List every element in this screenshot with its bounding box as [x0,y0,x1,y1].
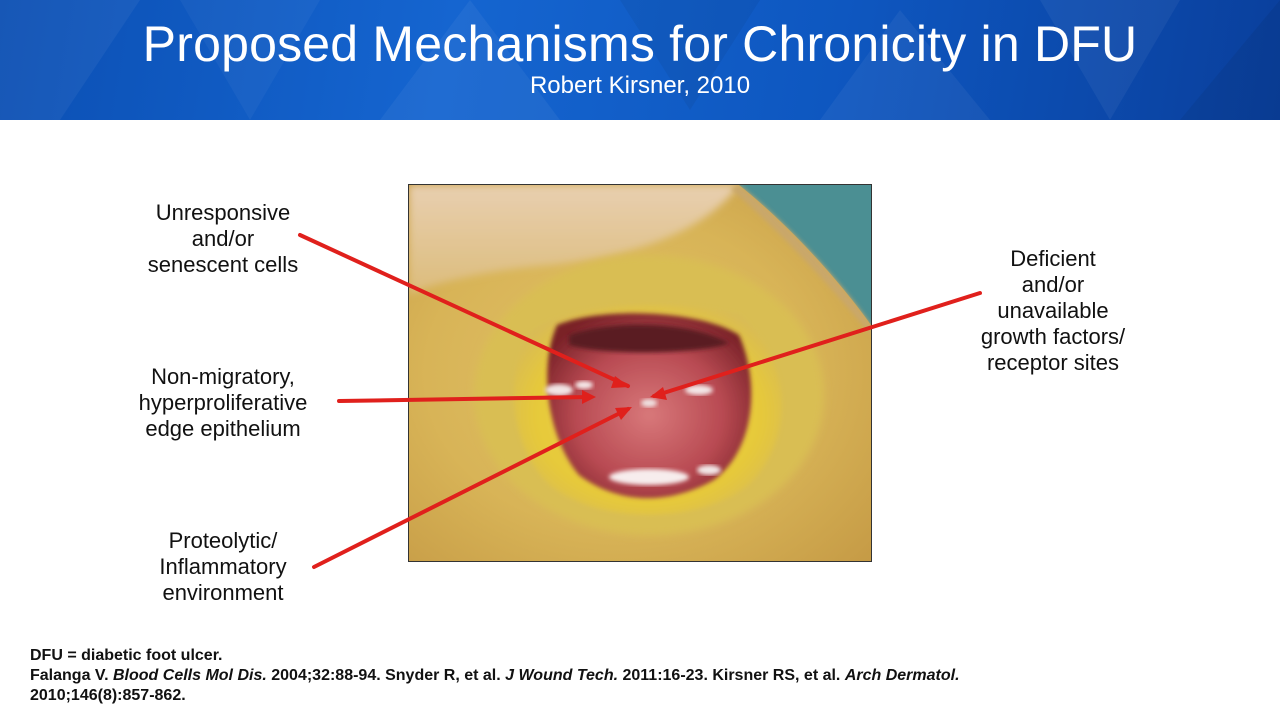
references [30,666,1250,706]
wound-photo [408,184,872,562]
abbreviation-note [30,646,1250,666]
ref3-detail: 2010;146(8):857-862. [30,687,186,704]
ref3-journal: Arch Dermatol. [844,667,960,684]
abbreviation-text: DFU = diabetic foot ulcer. [30,647,223,664]
label-deficient-growth-factors: Deficient and/or unavailable growth factors/ receptor sites [980,246,1126,375]
page-title: Proposed Mechanisms for Chronicity in DFU [142,16,1138,72]
title-banner [0,0,1280,120]
ref2-journal: J Wound Tech. [505,667,619,684]
ref1-detail: 2004;32:88-94. Snyder R, et al. [266,667,506,684]
label-non-migratory-epithelium: Non-migratory, hyperproliferative edge epithelium [138,364,308,441]
ref1-author: Falanga V. [30,667,113,684]
label-proteolytic-environment: Proteolytic/ Inflammatory environment [159,528,287,605]
page-subtitle: Robert Kirsner, 2010 [529,72,751,99]
label-unresponsive-cells: Unresponsive and/or senescent cells [147,200,299,277]
ref2-detail: 2011:16-23. Kirsner RS, et al. [618,667,845,684]
ref1-journal: Blood Cells Mol Dis. [113,667,267,684]
